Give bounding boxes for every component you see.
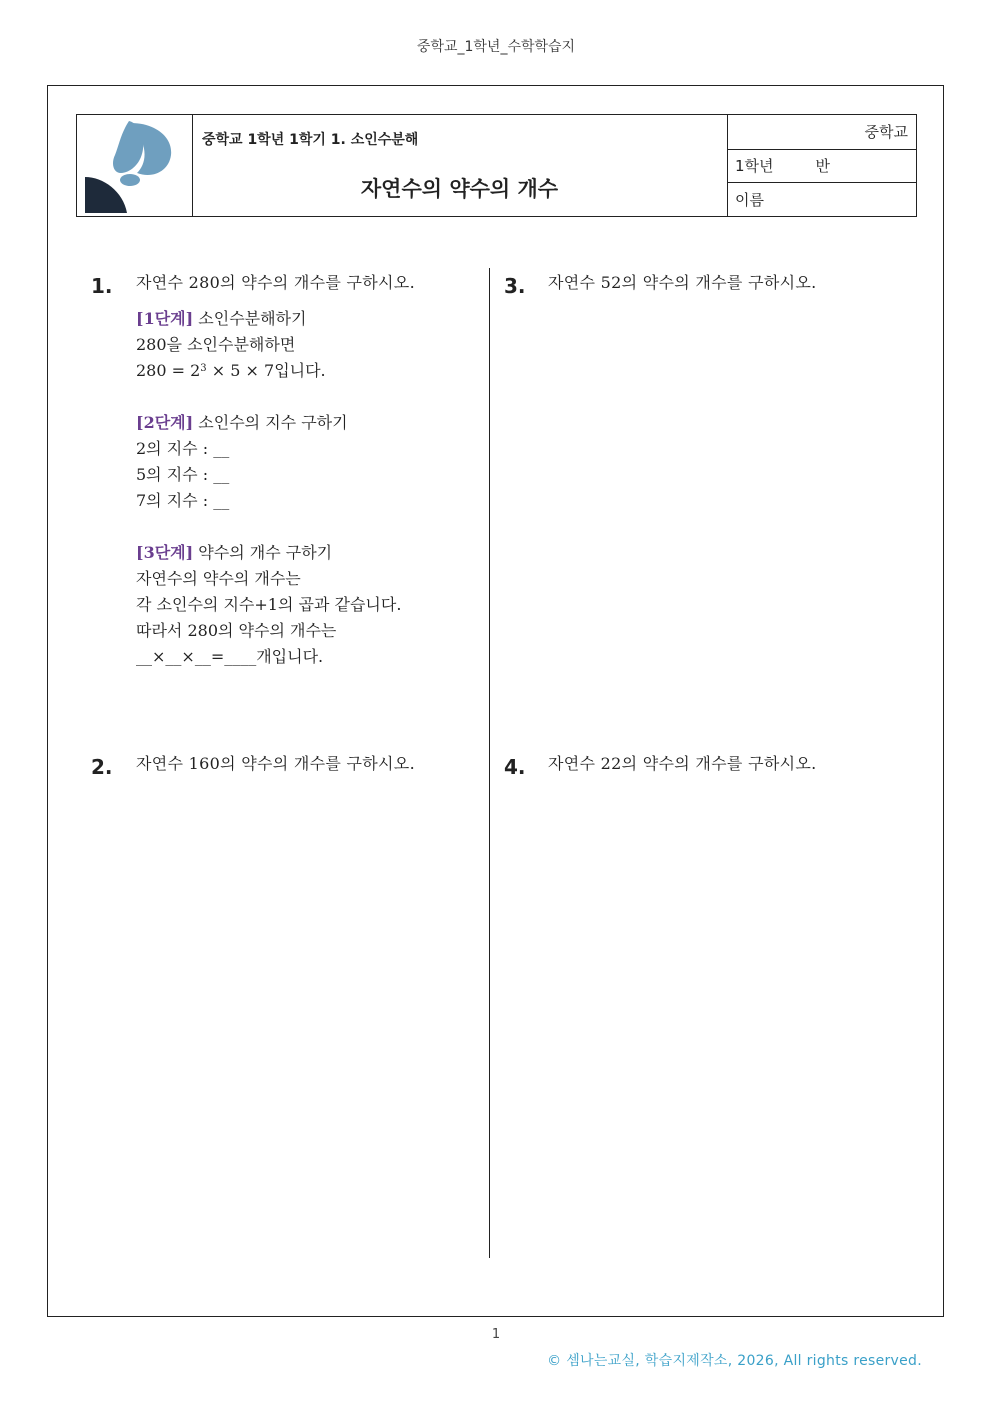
header-table xyxy=(76,114,917,217)
question-text: 자연수 22의 약수의 개수를 구하시오. xyxy=(548,754,817,773)
solution-line: 2의 지수 : __ xyxy=(136,439,230,458)
step-heading xyxy=(136,540,466,566)
title-cell xyxy=(192,115,728,216)
class-label: 반 xyxy=(815,157,831,175)
solution-line: 280을 소인수분해하면 xyxy=(136,335,296,354)
logo-icon xyxy=(77,115,192,216)
copyright-notice: © 셈나는교실, 학습지제작소, 2026, All rights reserved. xyxy=(547,1353,922,1369)
solution-line: __×__×__=____개입니다. xyxy=(136,647,324,666)
step-title: 약수의 개수 구하기 xyxy=(198,543,333,562)
name-field: 이름 xyxy=(735,191,764,209)
step-heading xyxy=(136,410,466,436)
question-text: 자연수 160의 약수의 개수를 구하시오. xyxy=(136,754,415,773)
question-number: 3. xyxy=(504,274,526,298)
course-label: 중학교 1학년 1학기 1. 소인수분해 xyxy=(202,132,419,148)
question-text: 자연수 52의 약수의 개수를 구하시오. xyxy=(548,273,817,292)
question-text: 자연수 280의 약수의 개수를 구하시오. xyxy=(136,273,415,292)
solution-line: 각 소인수의 지수+1의 곱과 같습니다. xyxy=(136,595,402,614)
step-label: [3단계] xyxy=(136,543,194,562)
running-header: 중학교_1학년_수학학습지 xyxy=(416,39,576,55)
solution-line: 5의 지수 : __ xyxy=(136,465,230,484)
solution-steps xyxy=(136,306,466,670)
equation-suffix: × 5 × 7입니다. xyxy=(206,361,326,380)
solution-line: 따라서 280의 약수의 개수는 xyxy=(136,621,337,640)
step-label: [2단계] xyxy=(136,413,194,432)
question-number: 2. xyxy=(91,755,113,779)
question-number: 1. xyxy=(91,274,113,298)
factorization-line xyxy=(136,358,466,384)
step-heading xyxy=(136,306,466,332)
exponent: 3 xyxy=(200,363,207,374)
step-label: [1단계] xyxy=(136,309,194,328)
question-number: 4. xyxy=(504,755,526,779)
logo-cell xyxy=(77,115,193,216)
page-number: 1 xyxy=(491,1327,501,1342)
solution-line: 7의 지수 : __ xyxy=(136,491,230,510)
step-title: 소인수분해하기 xyxy=(198,309,307,328)
page-title: 자연수의 약수의 개수 xyxy=(360,177,559,201)
column-divider xyxy=(489,268,490,1258)
school-field: 중학교 xyxy=(727,115,916,150)
equation-prefix: 280 = 2 xyxy=(136,361,201,380)
grade-label: 1학년 xyxy=(735,157,774,175)
solution-line: 자연수의 약수의 개수는 xyxy=(136,569,301,588)
step-title: 소인수의 지수 구하기 xyxy=(198,413,348,432)
grade-class-field xyxy=(727,150,916,183)
